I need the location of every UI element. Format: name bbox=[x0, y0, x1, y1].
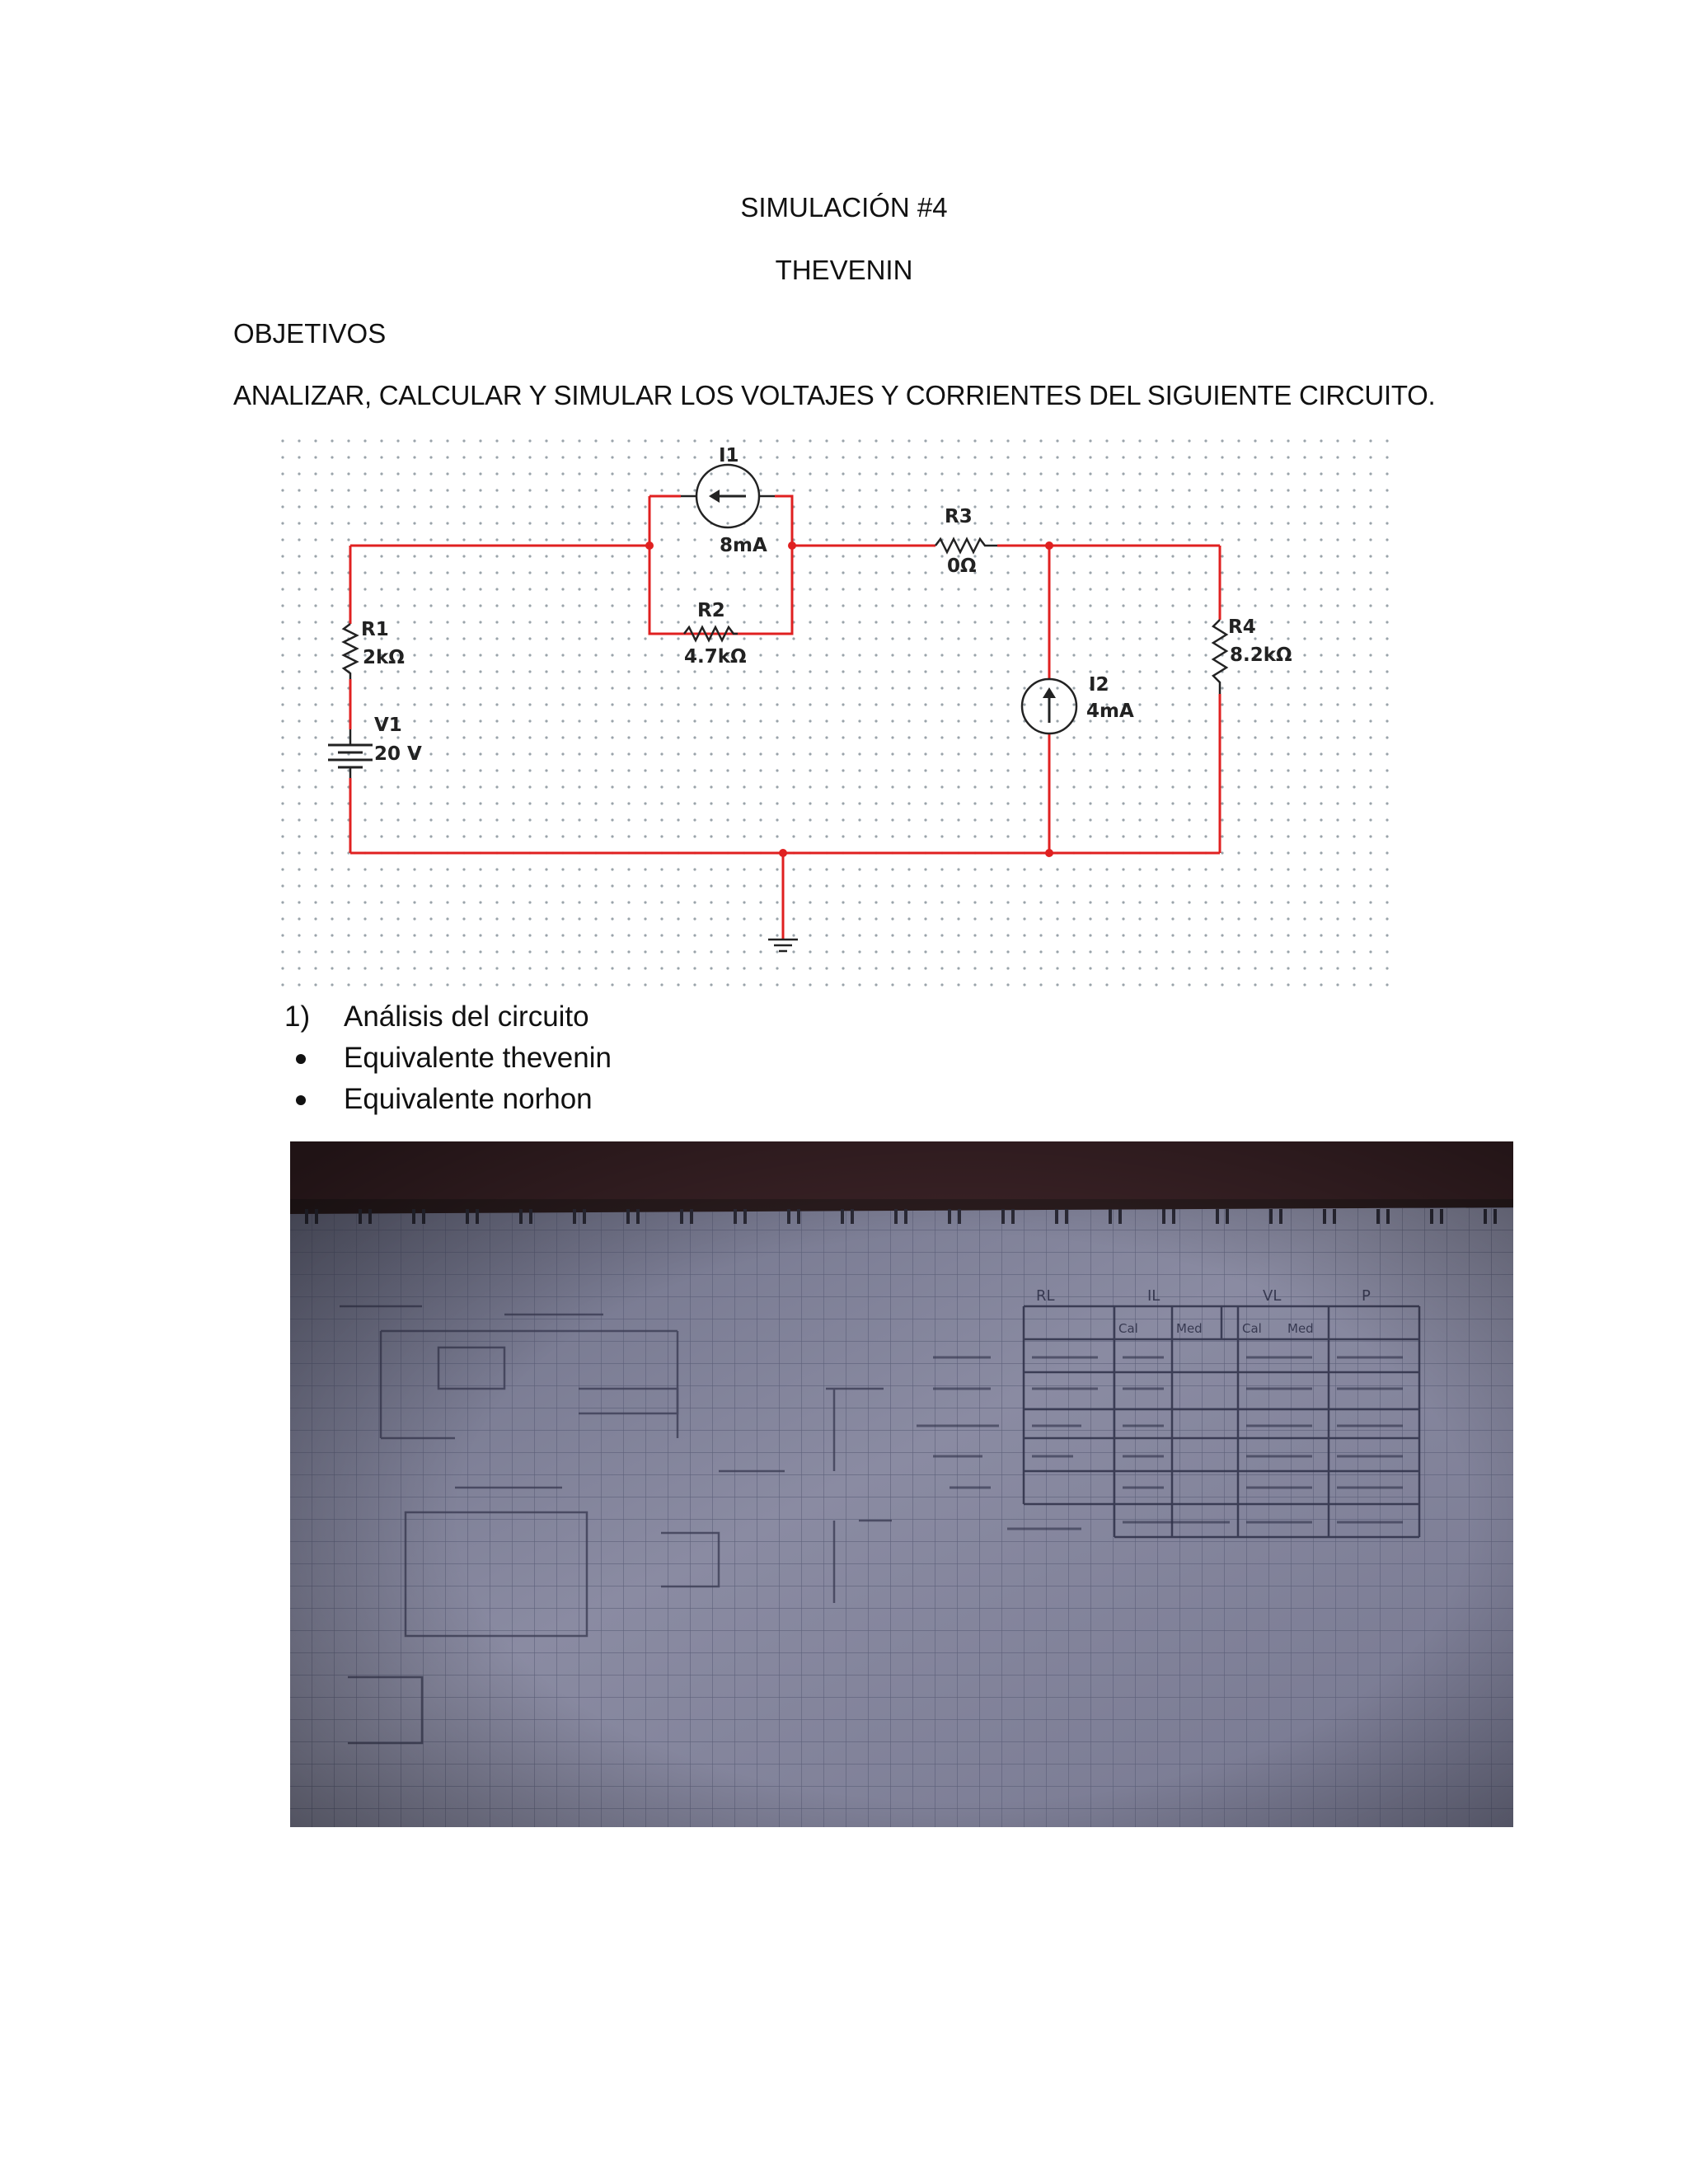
bullet-icon bbox=[296, 1095, 306, 1105]
label-v1-id: V1 bbox=[374, 715, 402, 736]
document-title: SIMULACIÓN #4 bbox=[740, 192, 948, 223]
section-heading: OBJETIVOS bbox=[233, 318, 387, 349]
label-r1-id: R1 bbox=[361, 619, 389, 640]
label-r4-id: R4 bbox=[1228, 616, 1256, 638]
document-subtitle: THEVENIN bbox=[775, 255, 913, 285]
label-r2-value: 4.7kΩ bbox=[684, 646, 747, 668]
list-item-text: Equivalente norhon bbox=[344, 1083, 593, 1115]
label-i1-value: 8mA bbox=[720, 535, 767, 556]
circuit-schematic bbox=[280, 438, 1393, 992]
bullet-icon bbox=[296, 1054, 306, 1064]
list-number: 1) bbox=[284, 1001, 311, 1033]
label-r1-value: 2kΩ bbox=[363, 647, 405, 668]
label-i2-value: 4mA bbox=[1086, 701, 1134, 722]
label-r3-value: 0Ω bbox=[947, 555, 977, 577]
notebook-photo bbox=[290, 1141, 1513, 1827]
objective-text: ANALIZAR, CALCULAR Y SIMULAR LOS VOLTAJES Y CORRIENTES DEL SIGUIENTE CIRCUITO. bbox=[233, 380, 1436, 410]
list-item-text: Análisis del circuito bbox=[344, 1001, 589, 1033]
label-r4-value: 8.2kΩ bbox=[1230, 644, 1292, 666]
label-i1-id: I1 bbox=[719, 445, 739, 466]
label-i2-id: I2 bbox=[1089, 674, 1109, 696]
schematic-dot-grid bbox=[280, 438, 1393, 992]
label-v1-value: 20 V bbox=[374, 743, 422, 765]
label-r2-id: R2 bbox=[697, 600, 725, 621]
list-item-text: Equivalente thevenin bbox=[344, 1042, 612, 1074]
label-r3-id: R3 bbox=[945, 506, 973, 527]
